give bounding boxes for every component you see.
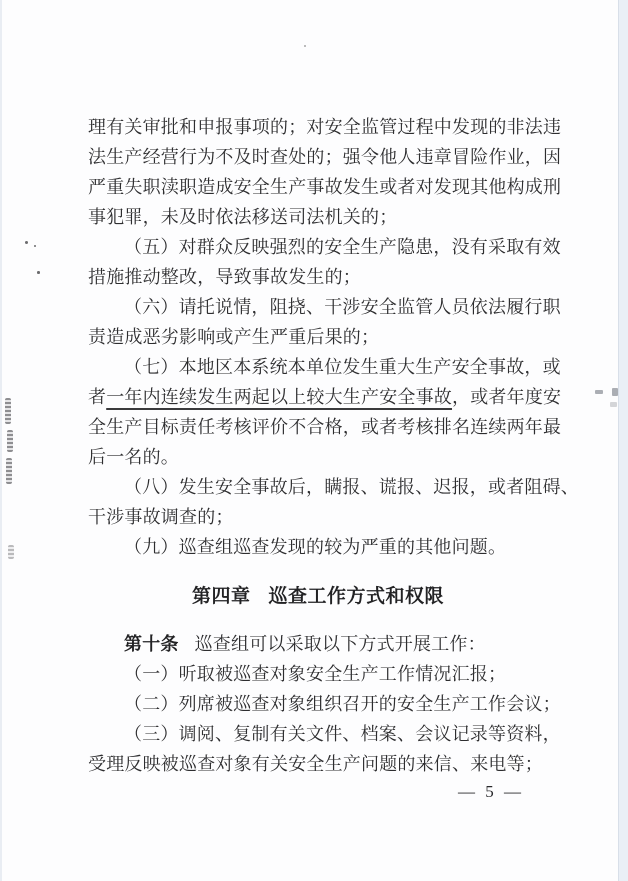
plain-segment: ，或者年度安 <box>452 387 562 407</box>
list-item-7-line-underlined <box>88 382 562 412</box>
scan-edge-left <box>0 0 2 881</box>
list-item-9-line: （九）巡查组巡查发现的较为严重的其他问题。 <box>124 537 507 557</box>
list-item-6-line: （六）请托说情，阻挠、干涉安全监管人员依法履行职 <box>124 297 561 317</box>
underlined-passage: 一年内连续发生两起以上较大生产安全事故 <box>106 387 453 407</box>
scan-speckle <box>34 245 36 247</box>
article-10-item-3-line: （三）调阅、复制有关文件、档案、会议记录等资料， <box>124 724 561 744</box>
list-item-5-line: 措施推动整改，导致事故发生的； <box>88 267 361 287</box>
list-item-5-line: （五）对群众反映强烈的安全生产隐患，没有采取有效 <box>124 237 561 257</box>
list-item-7-line: 后一名的。 <box>88 447 179 467</box>
chapter-title: 巡查工作方式和权限 <box>268 586 445 607</box>
document-body <box>88 112 579 779</box>
scan-binding-smudge <box>8 545 14 559</box>
chapter-number: 第四章 <box>191 586 251 607</box>
body-line: 理有关审批和申报事项的；对安全监管过程中发现的非法违 <box>88 117 562 137</box>
article-10-item-2: （二）列席被巡查对象组织召开的安全生产工作会议； <box>124 694 561 714</box>
article-intro-text: 巡查组可以采取以下方式开展工作： <box>194 634 486 654</box>
body-line: 严重失职渎职造成安全生产事故发生或者对发现其他构成刑 <box>88 177 562 197</box>
list-item-8-line: 干涉事故调查的； <box>88 507 234 527</box>
page-number: — 5 — <box>458 782 524 801</box>
article-10-item-1: （一）听取被巡查对象安全生产工作情况汇报； <box>124 664 507 684</box>
scan-binding-smudge <box>6 458 12 484</box>
plain-segment: 者 <box>88 387 107 407</box>
scan-speckle <box>304 45 306 47</box>
body-line: 法生产经营行为不及时查处的；强令他人违章冒险作业，因 <box>88 147 562 167</box>
scan-margin-mark <box>612 388 618 396</box>
chapter-heading <box>88 582 548 612</box>
scan-speckle <box>37 271 40 274</box>
article-10-item-3-line: 受理反映被巡查对象有关安全生产问题的来信、来电等； <box>88 754 543 774</box>
body-line: 事犯罪，未及时依法移送司法机关的； <box>88 207 398 227</box>
scan-margin-mark <box>610 402 617 407</box>
list-item-7-line: （七）本地区本系统本单位发生重大生产安全事故，或 <box>124 357 561 377</box>
list-item-7-line: 全生产目标责任考核评价不合格，或者考核排名连续两年最 <box>88 417 562 437</box>
list-item-8-line: （八）发生安全事故后，瞒报、谎报、迟报，或者阻碍、 <box>124 477 579 497</box>
article-number: 第十条 <box>124 634 179 654</box>
scan-binding-smudge <box>7 430 13 452</box>
scan-margin-mark <box>595 390 603 394</box>
article-10-intro <box>88 629 548 659</box>
scan-edge-right <box>618 0 628 881</box>
list-item-6-line: 责造成恶劣影响或产生严重后果的； <box>88 327 380 347</box>
scan-speckle <box>25 241 28 244</box>
scan-binding-smudge <box>5 398 11 424</box>
